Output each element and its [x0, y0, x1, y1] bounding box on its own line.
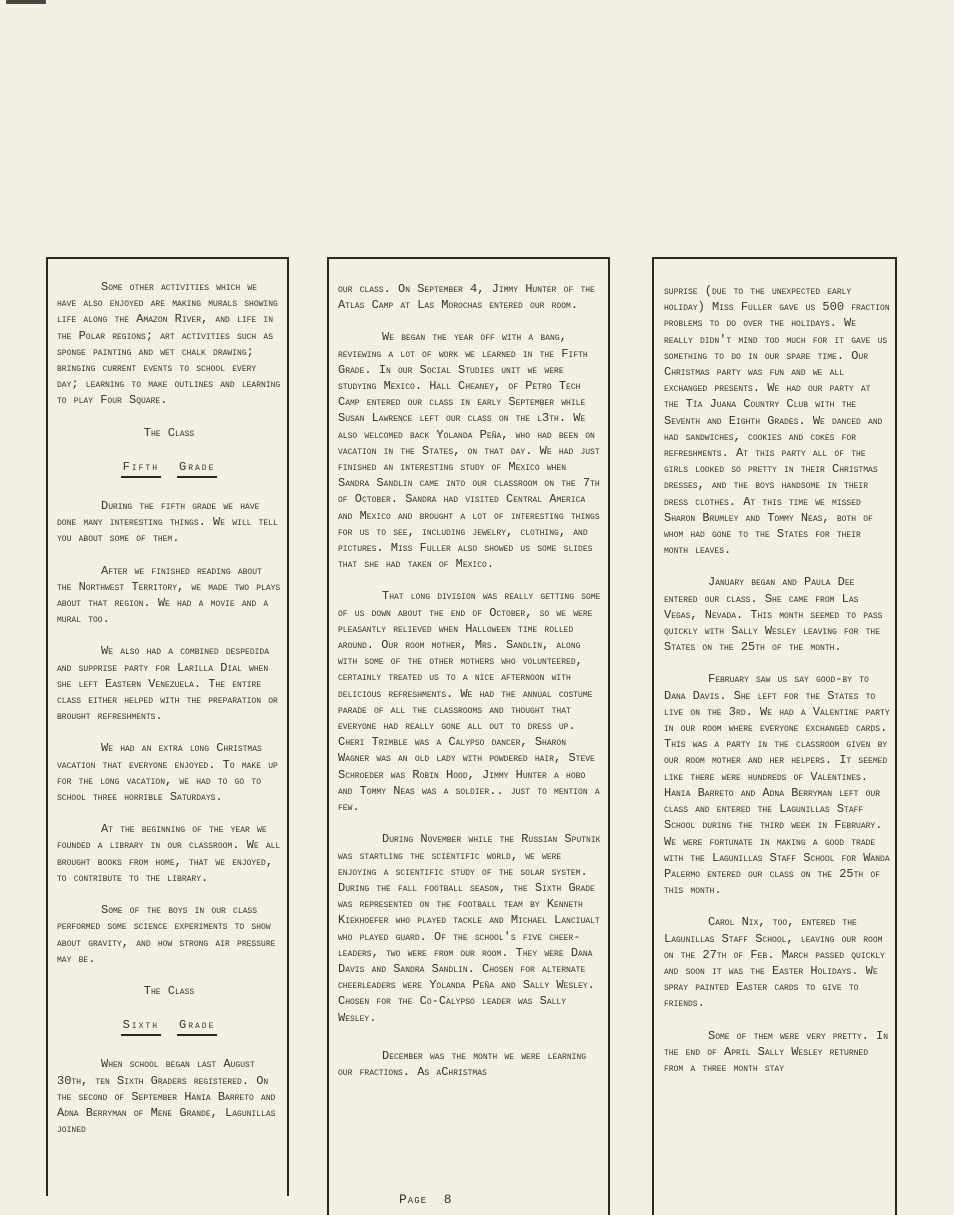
scan-artifact [6, 0, 46, 4]
page-number: Page 8 [399, 1192, 453, 1207]
paragraph: At the beginning of the year we founded a library in our classroom. We all brought books from home, that we enjoyed, to contribute to the library. [57, 822, 281, 885]
heading-word: Grade [177, 1017, 217, 1036]
paragraph: We began the year off with a bang, reviewing a lot of work we learned in the Fifth Grade. In our Social Studies unit we were studying Mexico. Hall Cheaney, of Petro Tech Camp entered our class in early September while Susan Lawrence left our class on the l3th. We also welcomed back Yolanda Peña, who had been on vacation in the States, on that day. We had just finished an interesting study of Mexico when Sandra Sandlin came into our classroom on the 7th of October. Sandra had visited Central America and Mexico and brought a lot of interesting things for us to see, including jewelry, clothing, and pictures. Miss Fuller also showed us some slides that she had taken of Mexico. [338, 330, 600, 572]
paragraph: Some of them were very pretty. In the end of April Sally Wesley returned from a three month stay [664, 1028, 889, 1075]
byline: The Class [143, 983, 195, 998]
paragraph: When school began last August 30th, ten Sixth Graders registered. On the second of September Hania Barreto and Adna Berryman of Mene Grande, Lagunillas joined [57, 1057, 276, 1137]
heading-word: Fifth [121, 459, 161, 478]
paragraph: We had an extra long Christmas vacation that everyone enjoyed. To make up for the long vacation, we had to go to school three horrible Saturdays. [57, 741, 278, 805]
paragraph: During the fifth grade we have done many interesting things. We will tell you about some of them. [57, 499, 278, 546]
heading-word: Grade [177, 459, 217, 478]
paragraph: After we finished reading about the Northwest Territory, we made two plays about that region. We had a movie and a mural too. [57, 563, 281, 627]
paragraph: Some of the boys in our class performed some science experiments to show about gravity, and how strong air pressure may be. [57, 903, 276, 966]
byline: The Class [143, 425, 195, 440]
section-heading [57, 459, 281, 478]
paragraph: That long division was really getting some of us down about the end of October, so we were pleasantly relieved when Halloween time rolled around. Our room mother, Mrs. Sandlin, along with some of the other mothers who volunteered, certainly treated us to a nice afternoon with delicious refreshments. We had the annual costume parade of all the classrooms and thought that everyone had really gone all out to dress up. Cheri Trimble was a Calypso dancer, Sharon Wagner was an old lady with powdered hair, Steve Schroeder was Robin Hood, Jimmy Hunter a hobo and Tommy Neas was a soldier.. just to mention a few. [338, 589, 601, 815]
paragraph: Some other activities which we have also enjoyed are making murals showing life along the Amazon River, and life in the Polar regions; art activities such as sponge painting and wet chalk drawing; bringing current events to school every day; learning to make outlines and learning to play Four Square. [57, 280, 281, 408]
paragraph: January began and Paula Dee entered our class. She came from Las Vegas, Nevada. This month seemed to pass quickly with Sally Wesley leaving for the States on the 25th of the month. [664, 575, 883, 655]
column-right [652, 257, 897, 1215]
paragraph: February saw us say good-by to Dana Davis. She left for the States to live on the 3rd. We had a Valentine party in our room where everyone exchanged cards. This was a party in the classroom given by our room mother and her helpers. It seemed like there were hundreds of Valentines. Hania Barreto and Adna Berryman left our class and entered the Lagunillas Staff School during the third week in February. We were fortunate in making a good trade with the Lagunillas Staff School for Wanda Palermo entered our class on the 25th of this month. [664, 672, 890, 898]
heading-word: Sixth [121, 1017, 161, 1036]
paragraph: Carol Nix, too, entered the Lagunillas Staff School, leaving our room on the 27th of Feb. March passed quickly and soon it was the Easter Holidays. We spray painted Easter cards to give to friends. [664, 915, 885, 1011]
section-heading [57, 1017, 281, 1036]
column-left [46, 257, 289, 1196]
paragraph: During November while the Russian Sputnik was startling the scientific world, we were enjoying a scientific study of the solar system. During the fall football season, the Sixth Grade was represented on the football team by Kenneth Kiekhoefer who played tackle and Michael Lanciualt who played guard. Of the school's five cheer-leaders, two were from our room. They were Dana Davis and Sandra Sandlin. Chosen for alternate cheerleaders were Yolanda Peña and Sally Wesley. Chosen for the Co-Calypso leader was Sally Wesley. [338, 832, 601, 1025]
column-center [327, 257, 610, 1215]
paragraph: suprise (due to the unexpected early holiday) Miss Fuller gave us 500 fraction problems to do over the holidays. We really didn't mind too much for it gave us something to do in our spare time. Our Christmas party was fun and we all exchanged presents. We had our party at the Tía Juana Country Club with the Seventh and Eighth Grades. We danced and had sandwiches, cookies and cokes for refreshments. At this party all of the girls looked so pretty in their Christmas dresses, and the boys handsome in their dress clothes. At this time we missed Sharon Brumley and Tommy Neas, both of whom had gone to the States for their month leaves. [664, 284, 890, 558]
paragraph: our class. On September 4, Jimmy Hunter of the Atlas Camp at Las Morochas entered our room. [338, 282, 595, 313]
paragraph: December was the month we were learning our fractions. As aChristmas [338, 1048, 587, 1079]
paragraph: We also had a combined despedida and supprise party for Larilla Dial when she left Eastern Venezuela. The entire class either helped with the preparation or brought refreshments. [57, 644, 278, 724]
